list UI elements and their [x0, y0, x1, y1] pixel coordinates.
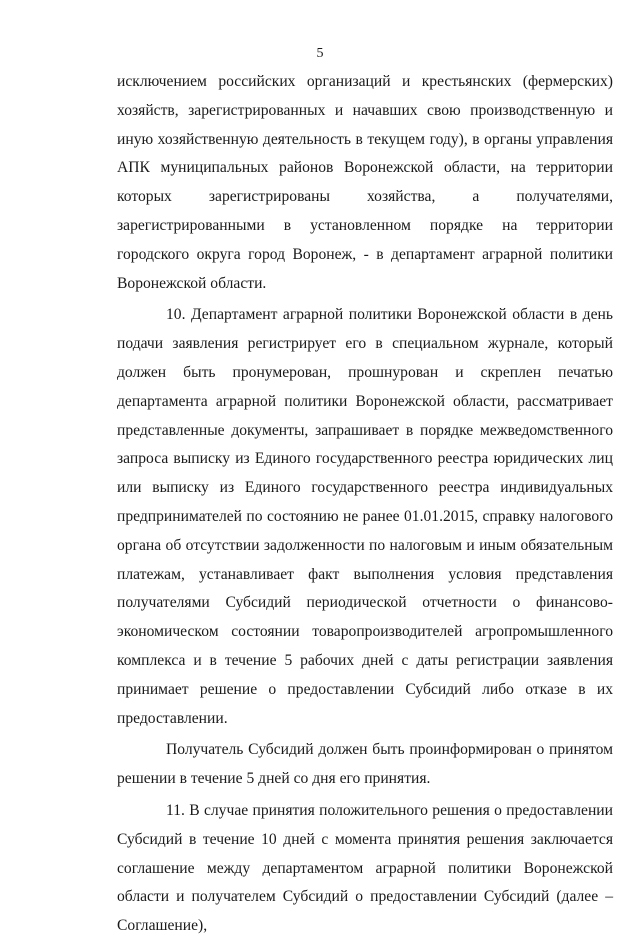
document-body	[117, 68, 613, 944]
paragraph-continuation: исключением российских организаций и крестьянских (фермерских) хозяйств, зарегистрированных и начавших свою производственную и иную хозяйственную деятельность в текущем году), в органы управления АПК муниципальных районов Воронежской области, на территории которых зарегистрированы хозяйства, а получателями, зарегистрированными в установленном порядке на территории городского округа город Воронеж, - в департамент аграрной политики Воронежской области.	[117, 73, 613, 292]
paragraph-notification: Получатель Субсидий должен быть проинформирован о принятом решении в течение 5 дней со дня его принятия.	[117, 741, 613, 788]
paragraph-clause-10: 10. Департамент аграрной политики Воронежской области в день подачи заявления регистрирует его в специальном журнале, который должен быть пронумерован, прошнурован и скреплен печатью департамента аграрной политики Воронежской области, рассматривает представленные документы, запрашивает в порядке межведомственного запроса выписку из Единого государственного реестра юридических лиц или выписку из Единого государственного реестра индивидуальных предпринимателей по состоянию не ранее 01.01.2015, справку налогового органа об отсутствии задолженности по налоговым и иным обязательным платежам, устанавливает факт выполнения условия представления получателями Субсидий периодической отчетности о финансово-экономическом состоянии товаропроизводителей агропромышленного комплекса и в течение 5 рабочих дней с даты регистрации заявления принимает решение о предоставлении Субсидий либо отказе в их предоставлении.	[117, 306, 613, 727]
paragraph-clause-11: 11. В случае принятия положительного решения о предоставлении Субсидий в течение 10 дней с момента принятия решения заключается соглашение между департаментом аграрной политики Воронежской области и получателем Субсидий о предоставлении Субсидий (далее – Соглашение),	[117, 801, 613, 935]
page-number: 5	[316, 46, 324, 61]
